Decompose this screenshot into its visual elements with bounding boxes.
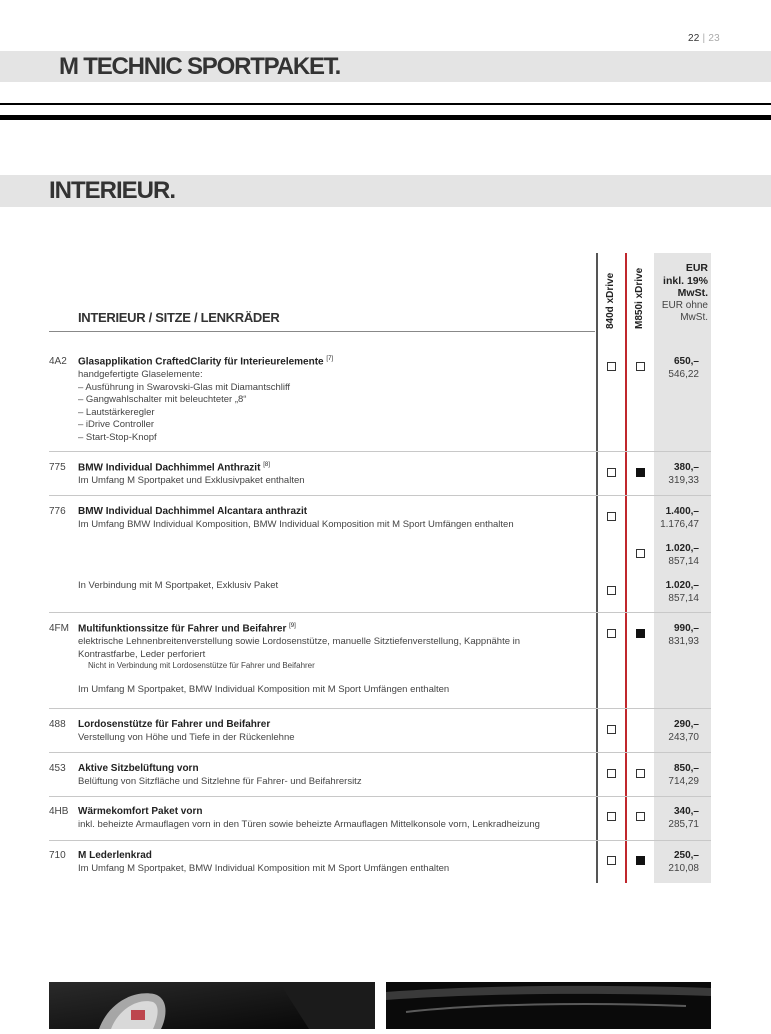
column-line-m850i [625, 253, 627, 883]
photo-dashboard-shape [386, 982, 711, 1029]
option-title: Glasapplikation CraftedClarity für Interieurelemente [7] [78, 356, 334, 368]
row-divider [49, 612, 711, 613]
availability-checkbox-840d [607, 812, 616, 821]
option-title: Multifunktionssitze für Fahrer und Beifahrer [9] [78, 623, 296, 635]
option-description: inkl. beheizte Armauflagen vorn in den Türen sowie beheizte Armauflagen Mittelkonsole vorn, Lenkradheizung [78, 819, 540, 830]
price-column-background [654, 253, 711, 883]
option-description: Im Umfang M Sportpaket, BMW Individual Komposition mit M Sport Umfängen enthalten [78, 863, 450, 874]
availability-checkbox-840d [607, 512, 616, 521]
row-divider [49, 708, 711, 709]
option-code: 710 [49, 850, 66, 861]
availability-checkbox-840d [607, 468, 616, 477]
price-header-line-3: MwSt. [677, 287, 708, 299]
option-description-extra: Im Umfang M Sportpaket, BMW Individual Komposition mit M Sport Umfängen enthalten [78, 684, 450, 695]
page-number-next: 23 [708, 33, 720, 44]
option-description: Im Umfang BMW Individual Komposition, BMW Individual Komposition mit M Sport Umfängen enthalten [78, 519, 514, 530]
option-price: 380,– 319,33 [668, 462, 699, 486]
availability-checkbox-840d [607, 362, 616, 371]
option-price: 850,– 714,29 [668, 763, 699, 787]
option-title: Lordosenstütze für Fahrer und Beifahrer [78, 719, 271, 730]
page-number-separator: | [702, 33, 706, 44]
option-price-variant: 1.020,– 857,14 [665, 543, 699, 567]
availability-checkbox-840d [607, 856, 616, 865]
table-header-rule [49, 331, 595, 332]
option-code: 4FM [49, 623, 69, 634]
option-description: Im Umfang M Sportpaket und Exklusivpaket enthalten [78, 475, 305, 486]
option-code: 775 [49, 462, 66, 473]
page-number-current: 22 [688, 33, 700, 44]
page-number [688, 33, 720, 44]
photo-gear-selector-shape [49, 982, 375, 1029]
price-subheader-line-1: EUR ohne [661, 299, 708, 311]
option-title: Wärmekomfort Paket vorn [78, 806, 203, 817]
option-code: 4A2 [49, 356, 67, 367]
table-header-title: INTERIEUR / SITZE / LENKRÄDER [78, 310, 280, 325]
option-title: M Lederlenkrad [78, 850, 152, 861]
option-code: 453 [49, 763, 66, 774]
column-header-m850i: M850i xDrive [634, 267, 645, 329]
availability-checkbox-840d [607, 629, 616, 638]
availability-checkbox-m850i [636, 362, 645, 371]
interior-photo-dashboard [386, 982, 711, 1029]
availability-checkbox-m850i [636, 468, 645, 477]
option-code: 776 [49, 506, 66, 517]
availability-checkbox-840d [607, 586, 616, 595]
availability-checkbox-m850i [636, 812, 645, 821]
row-divider [49, 796, 711, 797]
availability-checkbox-m850i [636, 629, 645, 638]
footnote-ref: [8] [263, 462, 270, 468]
row-divider [49, 495, 711, 496]
option-price-variant: 1.020,– 857,14 [665, 580, 699, 604]
availability-checkbox-m850i [636, 549, 645, 558]
subsection-title: INTERIEUR. [49, 177, 176, 204]
option-price: 650,– 546,22 [668, 356, 699, 380]
option-description: handgefertigte Glaselemente: – Ausführung in Swarovski-Glas mit Diamantschliff – Gangwahlschalter mit beleuchteter „8“ – Lautstärkeregler – iDrive Controller – Start-Stop-Knopf [78, 369, 291, 443]
availability-checkbox-840d [607, 769, 616, 778]
option-price: 1.400,– 1.176,47 [660, 506, 699, 530]
row-divider [49, 752, 711, 753]
price-subheader-line-2: MwSt. [680, 312, 708, 323]
option-title: BMW Individual Dachhimmel Anthrazit [8] [78, 462, 270, 474]
option-price: 340,– 285,71 [668, 806, 699, 830]
column-line-840d [596, 253, 598, 883]
option-description: Verstellung von Höhe und Tiefe in der Rückenlehne [78, 732, 295, 743]
row-divider [49, 840, 711, 841]
column-header-840d: 840d xDrive [605, 272, 616, 329]
interior-photo-gear-selector [49, 982, 375, 1029]
divider-thick [0, 115, 771, 120]
section-title: M TECHNIC SPORTPAKET. [59, 53, 341, 80]
option-note: Nicht in Verbindung mit Lordosenstütze für Fahrer und Beifahrer [88, 661, 315, 670]
option-description-extra: In Verbindung mit M Sportpaket, Exklusiv Paket [78, 580, 279, 591]
availability-checkbox-m850i [636, 856, 645, 865]
footnote-ref: [9] [289, 623, 296, 629]
price-header-line-2: inkl. 19% [663, 274, 708, 287]
price-header-line-1: EUR [685, 262, 708, 274]
option-price: 250,– 210,08 [668, 850, 699, 874]
option-description: elektrische Lehnenbreitenverstellung sowie Lordosenstütze, manuelle Sitztiefenverstellung, Kappnähte in Kontrastfarbe, Leder perforiert [78, 636, 521, 660]
option-title: Aktive Sitzbelüftung vorn [78, 763, 199, 774]
option-code: 488 [49, 719, 66, 730]
row-divider [49, 451, 711, 452]
footnote-ref: [7] [326, 356, 334, 362]
divider-thin [0, 103, 771, 105]
availability-checkbox-m850i [636, 769, 645, 778]
option-title: BMW Individual Dachhimmel Alcantara anthrazit [78, 506, 308, 517]
price-header [654, 262, 708, 325]
availability-checkbox-840d [607, 725, 616, 734]
option-code: 4HB [49, 806, 69, 817]
option-price: 990,– 831,93 [668, 623, 699, 647]
option-description: Belüftung von Sitzfläche und Sitzlehne für Fahrer- und Beifahrersitz [78, 776, 362, 787]
option-price: 290,– 243,70 [668, 719, 699, 743]
